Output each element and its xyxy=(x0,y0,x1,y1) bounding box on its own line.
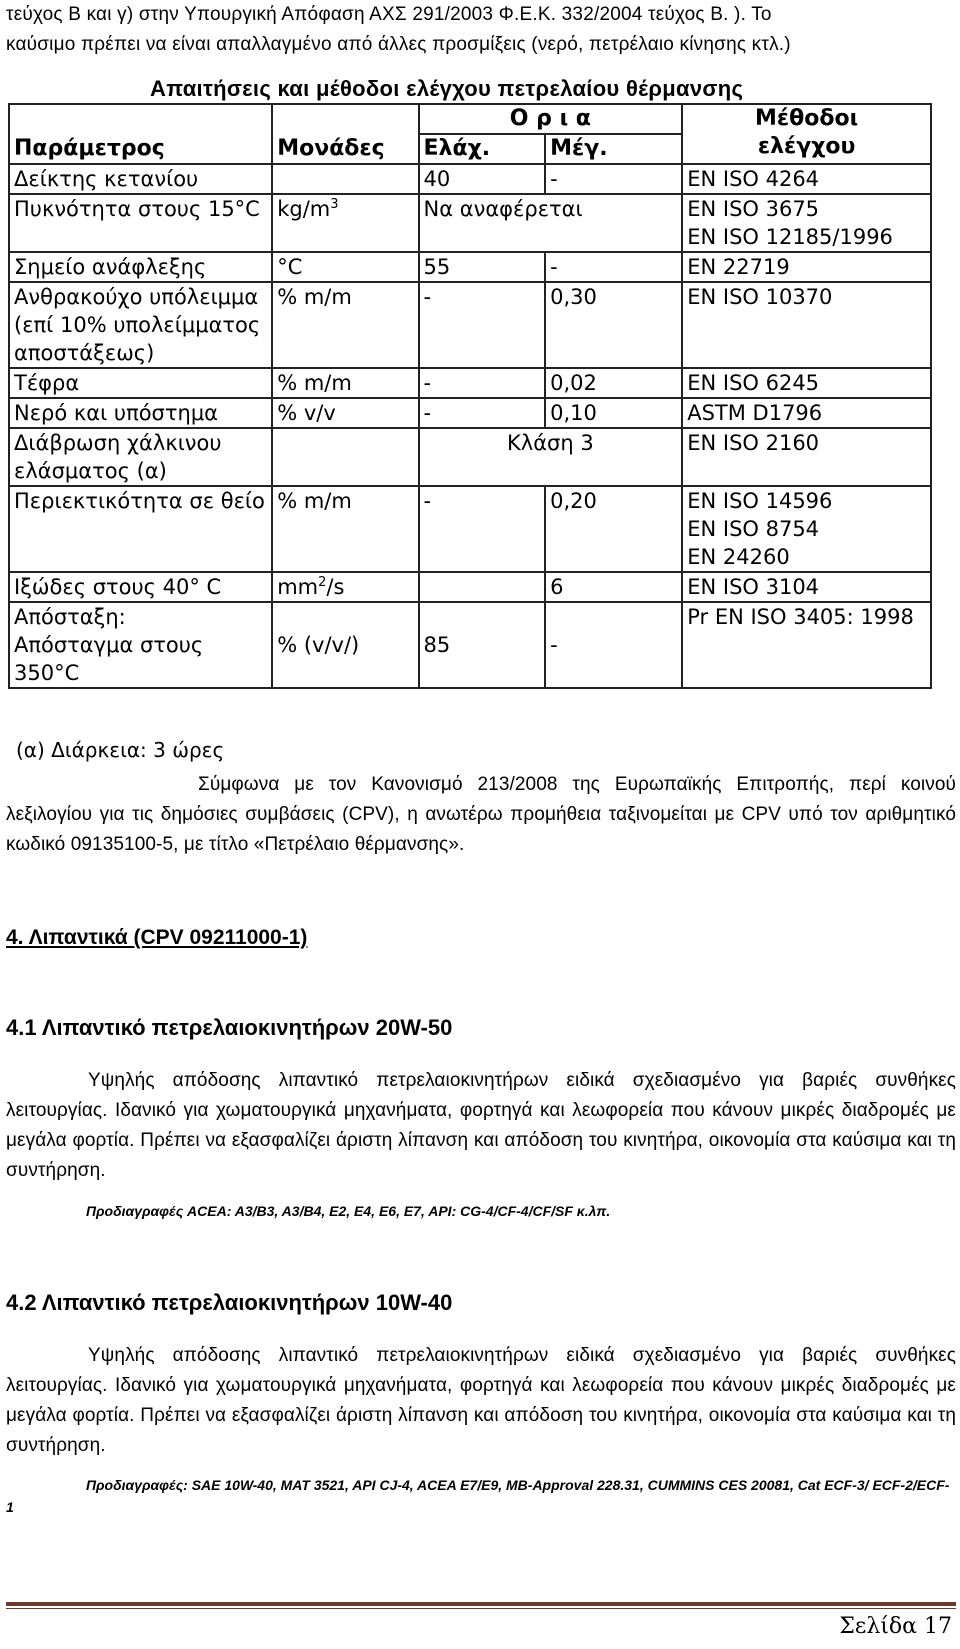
cell-unit xyxy=(272,572,418,602)
section-4-1-heading: 4.1 Λιπαντικό πετρελαιοκινητήρων 20W-50 xyxy=(6,1015,453,1040)
section-4-1-text: Υψηλής απόδοσης λιπαντικό πετρελαιοκινητήρων ειδικά σχεδιασμένο για βαριές συνθήκες λειτουργίας. Ιδανικό για χωματουργικά μηχανήματα, φορτηγά και λεωφορεία που κάνουν μικρές διαδρομές με μεγάλα φορτία. Πρέπει να εξασφαλίζει άριστη λίπανση και απόδοση του κινητήρα, οικονομία στα καύσιμα και τη συντήρηση. xyxy=(6,1070,956,1181)
table-row xyxy=(9,368,931,398)
cell-param: Ανθρακούχο υπόλειμμα (επί 10% υπολείμματος αποστάξεως) xyxy=(9,282,272,368)
header-methods-line1: Μέθοδοι xyxy=(755,106,859,131)
table-row xyxy=(9,602,931,688)
section-4-2-text: Υψηλής απόδοσης λιπαντικό πετρελαιοκινητήρων ειδικά σχεδιασμένο για βαριές συνθήκες λειτουργίας. Ιδανικό για χωματουργικά μηχανήματα, φορτηγά και λεωφορεία που κάνουν μικρές διαδρομές με μεγάλα φορτία. Πρέπει να εξασφαλίζει άριστη λίπανση και απόδοση του κινητήρα, οικονομία στα καύσιμα και τη συντήρηση. xyxy=(6,1345,956,1456)
cell-min xyxy=(419,572,546,602)
cell-param: Πυκνότητα στους 15°C xyxy=(9,194,272,252)
table-row xyxy=(9,428,931,486)
cell-unit: % (v/v/) xyxy=(272,602,418,688)
cell-max: - xyxy=(545,164,682,194)
intro-line-1: τεύχος Β και γ) στην Υπουργική Απόφαση ΑΧΣ 291/2003 Φ.Ε.Κ. 332/2004 τεύχος Β. ). Το xyxy=(6,4,772,25)
cell-max: 0,02 xyxy=(545,368,682,398)
cell-max: - xyxy=(545,602,682,688)
header-limits: Ο ρ ι α xyxy=(419,104,683,134)
cell-min: 85 xyxy=(419,602,546,688)
cell-method: Pr EN ISO 3405: 1998 xyxy=(682,602,931,688)
section-4-1-paragraph xyxy=(6,1066,956,1186)
cell-param: Σημείο ανάφλεξης xyxy=(9,252,272,282)
table-footnote: (α) Διάρκεια: 3 ώρες xyxy=(16,738,225,762)
footer-rule-thick xyxy=(6,1602,956,1606)
cell-param: Απόσταξη: Απόσταγμα στους 350°C xyxy=(9,602,272,688)
cell-method: EN ISO 3675 EN ISO 12185/1996 xyxy=(682,194,931,252)
cell-max: 0,10 xyxy=(545,398,682,428)
cell-method: EN ISO 10370 xyxy=(682,282,931,368)
cell-max: 0,30 xyxy=(545,282,682,368)
cpv-text: Σύμφωνα με τον Κανονισμό 213/2008 της Ευρωπαϊκής Επιτροπής, περί κοινού λεξιλογίου για τις δημόσιες συμβάσεις (CPV), η ανωτέρω προμήθεια ταξινομείται με CPV υπό τον αριθμητικό κωδικό 09135100-5, με τίτλο «Πετρέλαιο θέρμανσης». xyxy=(6,774,956,855)
footer-rule-thin xyxy=(6,1608,956,1609)
cell-max: - xyxy=(545,252,682,282)
unit-text: mm xyxy=(277,575,319,599)
cell-method: EN ISO 4264 xyxy=(682,164,931,194)
intro-paragraph xyxy=(6,0,956,60)
cell-unit: % m/m xyxy=(272,486,418,572)
cell-min: 55 xyxy=(419,252,546,282)
cell-unit: % v/v xyxy=(272,398,418,428)
cell-param: Δείκτης κετανίου xyxy=(9,164,272,194)
table-row xyxy=(9,572,931,602)
unit-superscript: 2 xyxy=(318,575,327,590)
header-units: Μονάδες xyxy=(272,104,418,164)
cell-method: EN ISO 3104 xyxy=(682,572,931,602)
cpv-paragraph xyxy=(6,770,956,860)
header-max: Μέγ. xyxy=(545,134,682,164)
cell-min: Να αναφέρεται xyxy=(419,194,683,252)
unit-superscript: 3 xyxy=(330,197,339,212)
spec-table xyxy=(8,103,932,689)
cell-min: - xyxy=(419,282,546,368)
table-header-row xyxy=(9,104,931,134)
cell-min: 40 xyxy=(419,164,546,194)
header-min: Ελάχ. xyxy=(419,134,546,164)
cell-unit: % m/m xyxy=(272,368,418,398)
header-methods xyxy=(682,104,931,164)
section-4-2-heading: 4.2 Λιπαντικό πετρελαιοκινητήρων 10W-40 xyxy=(6,1290,453,1315)
table-row xyxy=(9,252,931,282)
cell-unit xyxy=(272,194,418,252)
page-number: Σελίδα 17 xyxy=(839,1614,952,1639)
cell-param: Ιξώδες στους 40° C xyxy=(9,572,272,602)
cell-unit: °C xyxy=(272,252,418,282)
cell-method: EN ISO 14596 EN ISO 8754 EN 24260 xyxy=(682,486,931,572)
cell-method: EN ISO 2160 xyxy=(682,428,931,486)
cell-param: Τέφρα xyxy=(9,368,272,398)
table-row xyxy=(9,398,931,428)
intro-line-2: καύσιμο πρέπει να είναι απαλλαγμένο από άλλες προσμίξεις (νερό, πετρέλαιο κίνησης κτλ.) xyxy=(6,34,791,55)
section-4-1-spec: Προδιαγραφές ACEA: A3/B3, A3/B4, E2, E4, E6, E7, API: CG-4/CF-4/CF/SF κ.λπ. xyxy=(86,1203,611,1219)
section-4-2-paragraph xyxy=(6,1341,956,1461)
table-row xyxy=(9,282,931,368)
unit-text: kg/m xyxy=(277,197,331,221)
cell-unit xyxy=(272,428,418,486)
cell-unit: % m/m xyxy=(272,282,418,368)
section-4-heading: 4. Λιπαντικά (CPV 09211000-1) xyxy=(6,926,308,949)
table-title: Απαιτήσεις και μέθοδοι ελέγχου πετρελαίου θέρμανσης xyxy=(150,76,744,101)
cell-min: - xyxy=(419,398,546,428)
cell-method: ASTM D1796 xyxy=(682,398,931,428)
cell-unit xyxy=(272,164,418,194)
cell-param: Νερό και υπόστημα xyxy=(9,398,272,428)
cell-max: 6 xyxy=(545,572,682,602)
cell-param: Περιεκτικότητα σε θείο xyxy=(9,486,272,572)
cell-min: Κλάση 3 xyxy=(419,428,683,486)
table-row xyxy=(9,164,931,194)
section-4-2-spec: Προδιαγραφές: SAE 10W-40, MAT 3521, API CJ-4, ACEA E7/E9, MB-Approval 228.31, CUMMINS CES 20081, Cat ECF-3/ ECF-2/ECF-1 xyxy=(6,1477,950,1515)
cell-method: EN ISO 6245 xyxy=(682,368,931,398)
table-row xyxy=(9,194,931,252)
cell-min: - xyxy=(419,368,546,398)
spec-table-wrapper xyxy=(8,103,932,712)
cell-max: 0,20 xyxy=(545,486,682,572)
header-methods-line2: ελέγχου xyxy=(757,134,856,159)
cell-param: Διάβρωση χάλκινου ελάσματος (α) xyxy=(9,428,272,486)
cell-method: EN 22719 xyxy=(682,252,931,282)
cell-min: - xyxy=(419,486,546,572)
unit-tail: /s xyxy=(326,575,345,599)
table-row xyxy=(9,486,931,572)
header-param: Παράμετρος xyxy=(9,104,272,164)
